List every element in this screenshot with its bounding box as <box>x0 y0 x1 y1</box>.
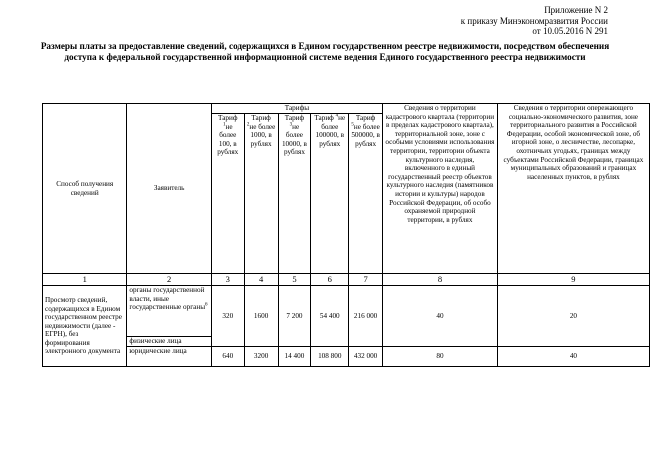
value-cell: 640 <box>211 347 244 367</box>
tariff-2-header: Тариф $^2$не более 1000, в рублях <box>244 114 278 274</box>
value-cell: 7 200 <box>278 286 311 347</box>
col-number: 7 <box>349 274 383 286</box>
fee-table <box>42 103 650 367</box>
table-row <box>43 347 650 367</box>
value-cell: 80 <box>383 347 498 367</box>
value-cell: 40 <box>497 347 649 367</box>
tariff-5-header: Тариф $^5$не более 500000, в рублях <box>349 114 383 274</box>
document-header <box>461 5 608 37</box>
value-cell: 54 400 <box>311 286 349 347</box>
col-number: 1 <box>43 274 127 286</box>
value-cell: 14 400 <box>278 347 311 367</box>
tariff-1-header: Тариф $^1$не более 100, в рублях <box>211 114 244 274</box>
applicant-legal-entities: юридические лица <box>127 347 211 367</box>
col-number: 9 <box>497 274 649 286</box>
value-cell: 320 <box>211 286 244 347</box>
col-number: 6 <box>311 274 349 286</box>
table-row <box>43 286 650 337</box>
value-cell: 432 000 <box>349 347 383 367</box>
order-reference: к приказу Минэкономразвития России <box>460 15 608 26</box>
value-cell: 3200 <box>244 347 278 367</box>
tariff-3-header: Тариф $^3$не более 10000, в рублях <box>278 114 311 274</box>
applicant-individuals: физические лица <box>127 337 211 347</box>
col-number: 8 <box>383 274 498 286</box>
header-method: Способ получения сведений <box>43 104 127 274</box>
value-cell: 40 <box>383 286 498 347</box>
method-cell: Просмотр сведений, содержащихся в Едином государственном реестре недвижимости (далее - ЕГРН), без формирования электронного документа <box>43 286 127 367</box>
col-number: 4 <box>244 274 278 286</box>
header-territory: Сведения о территории кадастрового квартала (территории в пределах кадастрового квартала), территориальной зоне, зоне с особыми условиями использования территории, территории объекта культурного наследия, включенного в единый государственный реестр объектов культурного наследия (памятников истории и культуры) народов Российской Федерации, об особо охраняемой природной территории, в рублях <box>383 104 498 274</box>
value-cell: 1600 <box>244 286 278 347</box>
value-cell: 108 800 <box>311 347 349 367</box>
header-applicant: Заявитель <box>127 104 211 274</box>
value-cell: 20 <box>497 286 649 347</box>
header-tariffs: Тарифы <box>211 104 382 114</box>
column-numbers-row <box>43 274 650 286</box>
header-development: Сведения о территории опережающего социально-экономического развития, зоне территориального развития в Российской Федерации, особой экономической зоне, об игорной зоне, о лесничестве, лесопарке, охотничьих угодьях, границах между субъектами Российской Федерации, границах муниципальных образований и границах населенных пунктов, в рублях <box>497 104 649 274</box>
applicant-government: органы государственной власти, иные государственные органы$^6$ <box>127 286 211 337</box>
order-date: от 10.05.2016 N 291 <box>532 26 608 36</box>
col-number: 3 <box>211 274 244 286</box>
appendix-label: Приложение N 2 <box>544 5 608 15</box>
col-number: 2 <box>127 274 211 286</box>
tariff-4-header: Тариф $^4$не более 100000, в рублях <box>311 114 349 274</box>
document-title: Размеры платы за предоставление сведений, содержащихся в Едином государственном реестре недвижимости, посредством обеспечения доступа к федеральной государственной информационной системе ведения Единого государственного реестра недвижимости <box>40 41 610 62</box>
col-number: 5 <box>278 274 311 286</box>
value-cell: 216 000 <box>349 286 383 347</box>
